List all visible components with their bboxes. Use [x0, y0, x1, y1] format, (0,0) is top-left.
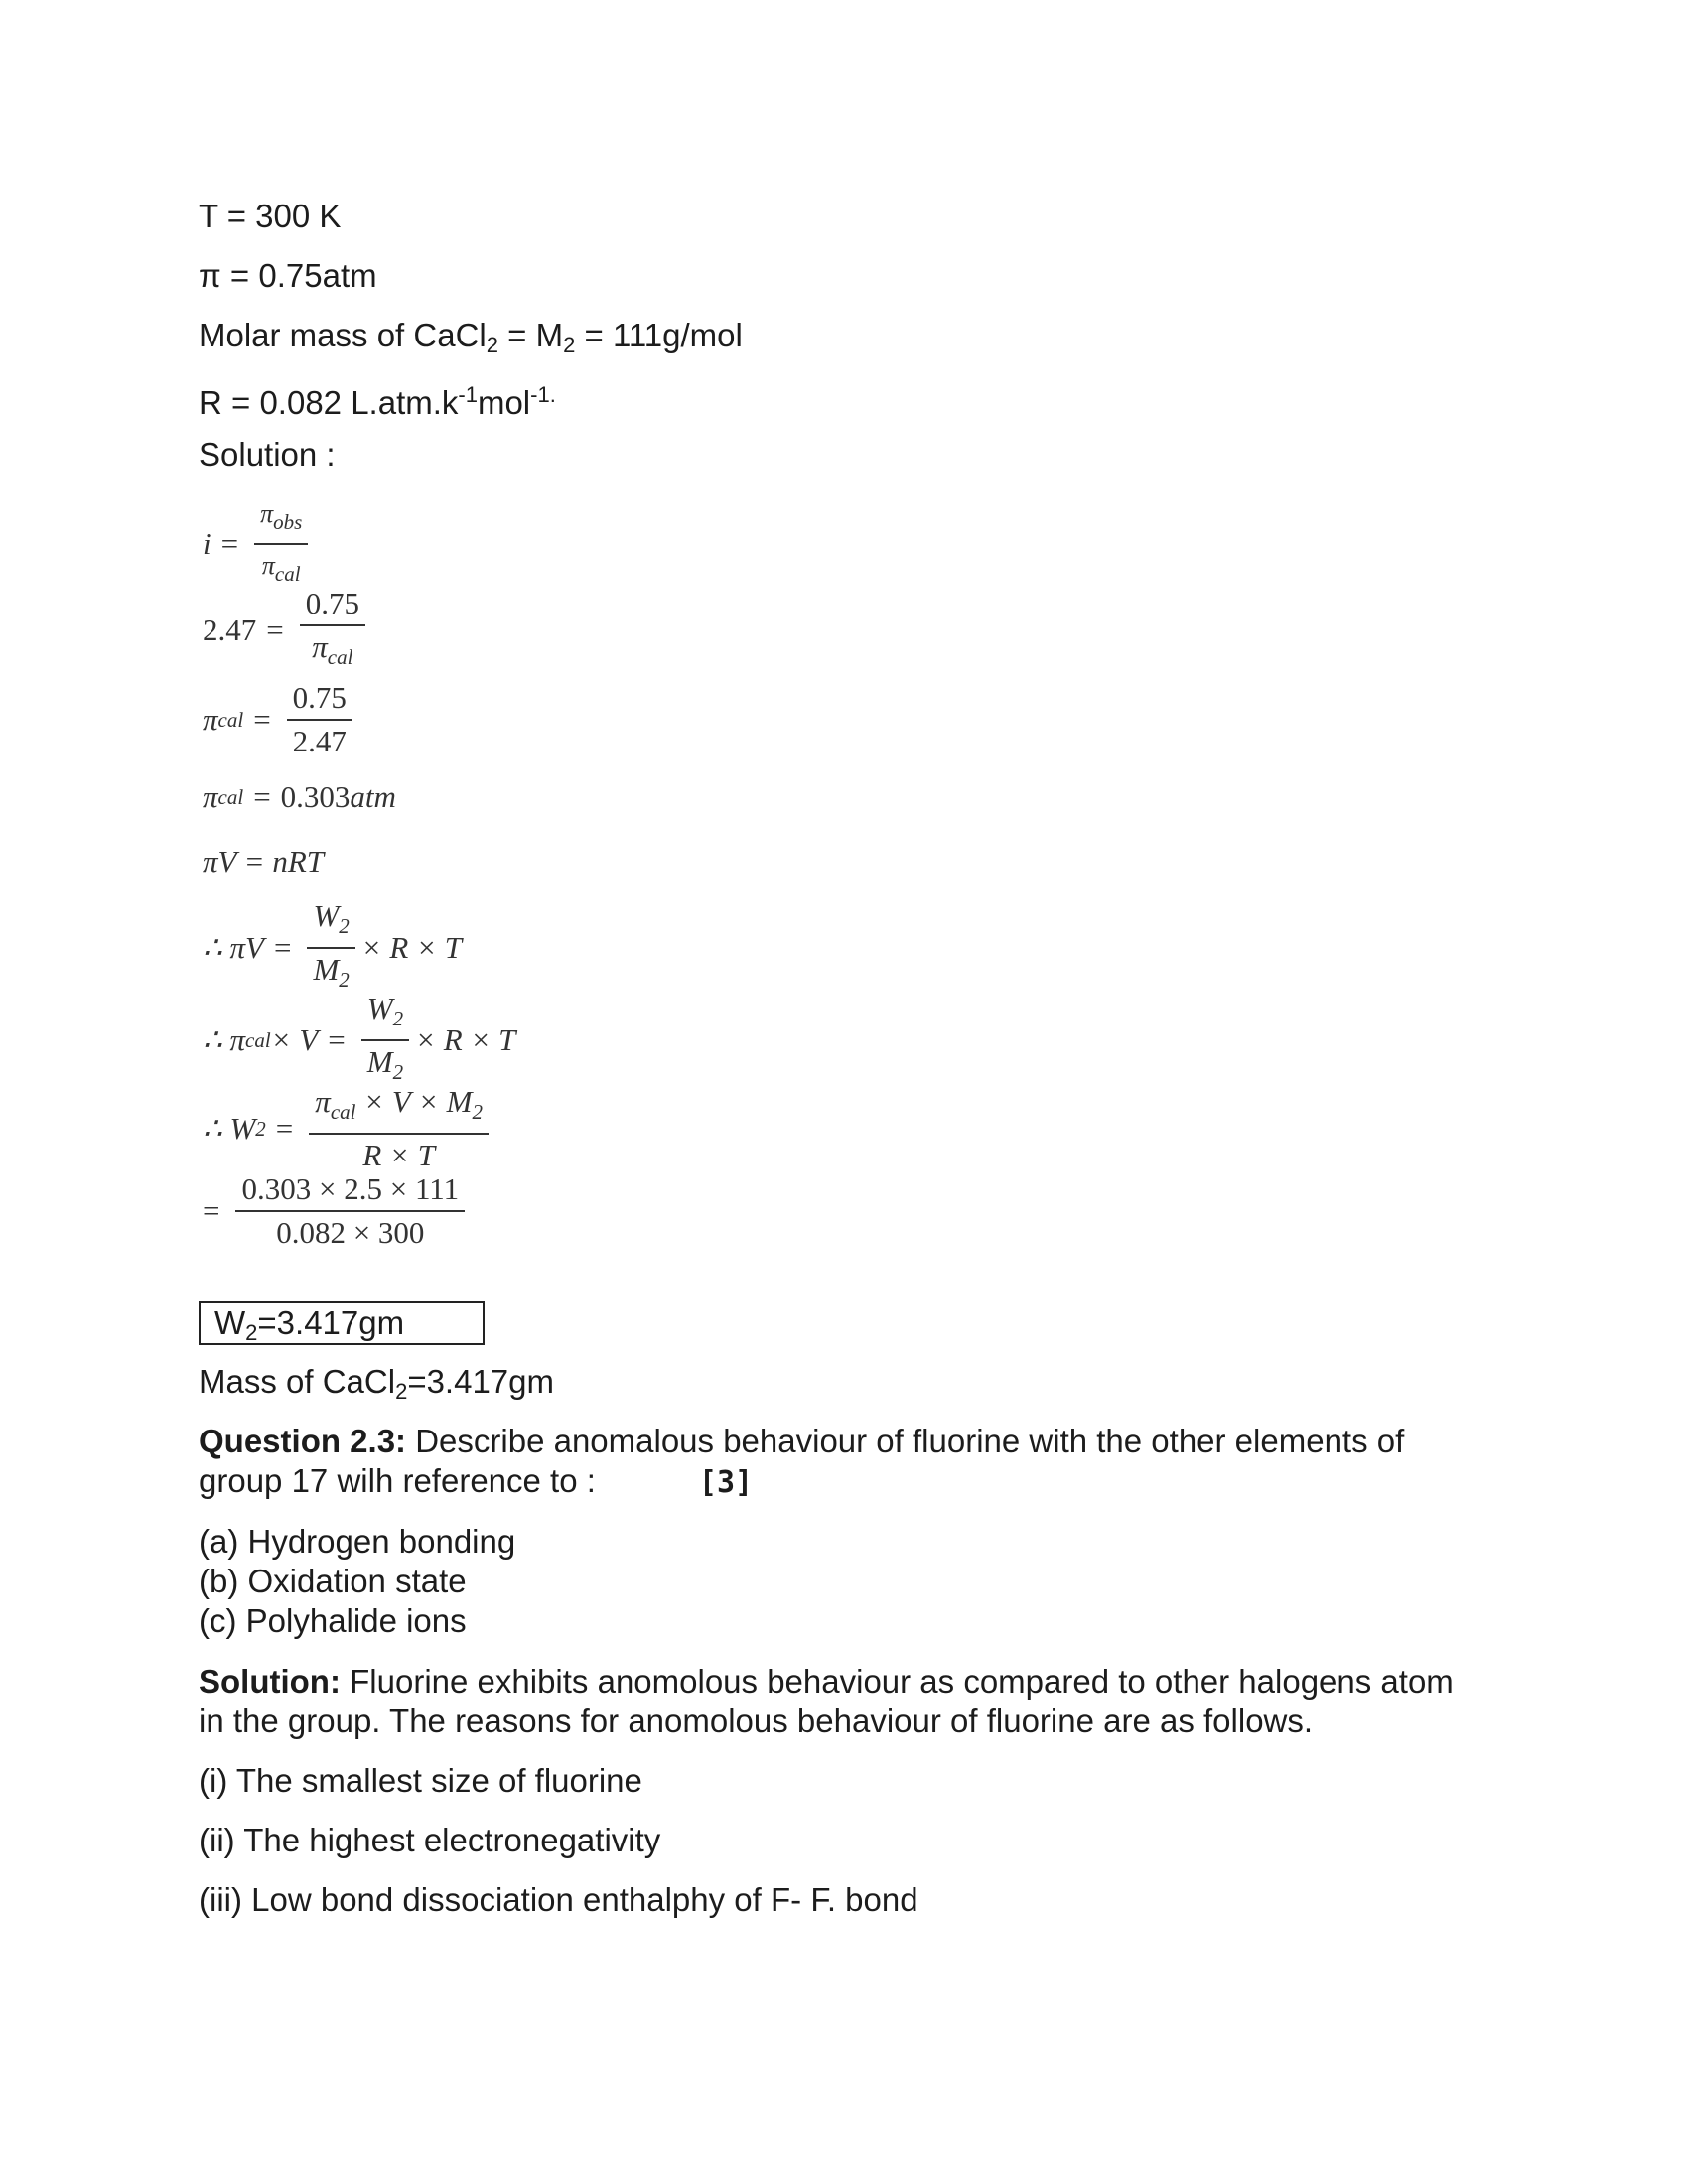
given-pressure: π = 0.75atm	[199, 257, 377, 294]
given-gas-constant	[199, 375, 556, 423]
eq7-lhs-pre: ∴ π	[203, 1023, 246, 1057]
equation-2: 2.47 = $\frac{0.75}{\pi_{cal}}$	[203, 586, 371, 675]
solution-line2: in the group. The reasons for anomolous behaviour of fluorine are as follows.	[199, 1703, 1314, 1739]
eq7-den: M	[366, 1044, 393, 1079]
eq1-den-sub: cal	[274, 562, 301, 586]
molar-mass-suffix: = 111g/mol	[575, 317, 743, 353]
reason-item: (i) The smallest size of fluorine	[199, 1762, 642, 1799]
eq2-den: π	[312, 629, 328, 664]
eq9-fraction	[235, 1171, 465, 1251]
eq2-den-sub: cal	[327, 645, 353, 669]
eq9-num: 0.303 × 2.5 × 111	[235, 1171, 465, 1212]
eq8-fraction	[309, 1084, 489, 1173]
question-line1	[199, 1422, 1404, 1461]
solution-line1	[199, 1662, 1454, 1702]
molar-mass-sub: 2	[486, 333, 498, 357]
eq3-den: 2.47	[292, 724, 347, 758]
eq6-den-sub: 2	[339, 968, 350, 992]
reason-item: (ii) The highest electronegativity	[199, 1822, 661, 1858]
eq3-lhs-sub: cal	[217, 707, 244, 732]
eq7-fraction	[361, 991, 409, 1090]
eq4-lhs-sub: cal	[217, 784, 244, 809]
eq6-num-sub: 2	[339, 914, 350, 938]
eq6-fraction	[307, 898, 354, 998]
eq8-num-pre: π	[315, 1084, 331, 1119]
option-item: (b) Oxidation state	[199, 1563, 467, 1599]
boxed-sub: 2	[245, 1320, 258, 1345]
eq2-num: 0.75	[300, 586, 365, 626]
eq1-fraction	[254, 496, 308, 592]
eq6-lhs: ∴ πV	[203, 930, 264, 965]
eq8-lhs-sub: 2	[255, 1116, 266, 1141]
question-line2	[199, 1461, 753, 1503]
boxed-result	[199, 1301, 485, 1345]
eq2-lhs: 2.47	[203, 613, 257, 647]
eq7-lhs-post: × V	[270, 1023, 319, 1057]
molar-mass-sub2: 2	[563, 333, 576, 357]
given-temperature: T = 300 K	[199, 198, 342, 234]
boxed-prefix: W	[214, 1304, 246, 1341]
eq6-tail: × R × T	[360, 930, 463, 965]
molar-mass-prefix: Molar mass of CaCl	[199, 317, 487, 353]
eq9-den: 0.082 × 300	[276, 1215, 425, 1250]
gas-constant-sup1: -1	[458, 382, 478, 407]
mass-sub: 2	[395, 1379, 408, 1404]
equation-6: ∴ πV = $\frac{W_2}{M_2}$ × R × T	[203, 898, 462, 998]
reason-item: (iii) Low bond dissociation enthalphy of F- F. bond	[199, 1881, 918, 1918]
eq8-lhs: ∴ W	[203, 1111, 256, 1146]
eq4-lhs: π	[203, 779, 218, 814]
equation-4: π cal = 0.303 atm	[203, 779, 396, 814]
solution-text-line1: Fluorine exhibits anomolous behaviour as compared to other halogens atom	[340, 1663, 1454, 1700]
eq8-num-post: × V × M	[355, 1084, 473, 1119]
question-text-line1: Describe anomalous behaviour of fluorine with the other elements of	[406, 1423, 1405, 1459]
mass-result	[199, 1362, 554, 1412]
eq8-num-sub: cal	[330, 1100, 356, 1124]
molar-mass-mid: = M	[497, 317, 564, 353]
option-item: (a) Hydrogen bonding	[199, 1523, 516, 1560]
eq2-fraction	[300, 586, 365, 675]
eq7-num-sub: 2	[392, 1007, 404, 1030]
eq8-den: R × T	[362, 1138, 435, 1172]
given-molar-mass	[199, 316, 743, 365]
gas-constant-mid: mol	[477, 384, 531, 421]
eq4-unit: atm	[350, 779, 396, 814]
eq3-fraction	[287, 680, 352, 759]
question-text-line2: group 17 wilh reference to :	[199, 1462, 596, 1499]
equation-5	[203, 844, 324, 880]
eq5-text: πV = nRT	[203, 844, 325, 879]
mass-suffix: =3.417gm	[407, 1363, 555, 1400]
equation-3: π cal = $\frac{0.75}{2.47}$	[203, 680, 358, 759]
eq1-lhs: i	[203, 526, 211, 561]
eq8-num-sub2: 2	[472, 1100, 484, 1124]
equation-7: ∴ π cal × V = $\frac{W_2}{M_2}$ × R × T	[203, 991, 515, 1090]
eq6-den: M	[313, 952, 340, 987]
gas-constant-sup2: -1.	[530, 382, 556, 407]
eq3-num: 0.75	[287, 680, 352, 721]
question-label: Question 2.3:	[199, 1423, 407, 1459]
question-marks: [3]	[698, 1465, 754, 1500]
eq1-num-sub: obs	[273, 510, 303, 534]
solution-label: Solution:	[199, 1663, 341, 1700]
equation-vant-hoff-factor: i = $\frac{\pi_{obs}}{\pi_{cal}}$	[203, 496, 314, 592]
eq1-num: π	[260, 499, 274, 528]
eq1-den: π	[261, 551, 275, 580]
eq7-lhs-sub: cal	[245, 1027, 271, 1052]
equation-9: = $\frac{0.303 \times 2.5 \times 111}{0.082 \times 300}$	[203, 1171, 471, 1251]
eq7-num: W	[366, 991, 393, 1025]
gas-constant-prefix: R = 0.082 L.atm.k	[199, 384, 459, 421]
eq7-tail: × R × T	[415, 1023, 516, 1057]
solution-heading: Solution :	[199, 436, 336, 473]
boxed-suffix: =3.417gm	[257, 1304, 405, 1341]
equation-8: ∴ W 2 = $\frac{\pi_{cal} \times V \times M_2}{R \times T}$	[203, 1084, 494, 1173]
mass-prefix: Mass of CaCl	[199, 1363, 396, 1400]
eq4-rhs: 0.303	[280, 779, 351, 814]
option-item: (c) Polyhalide ions	[199, 1602, 467, 1639]
eq7-den-sub: 2	[392, 1060, 404, 1084]
eq3-lhs: π	[203, 702, 218, 737]
eq6-num: W	[313, 898, 340, 933]
